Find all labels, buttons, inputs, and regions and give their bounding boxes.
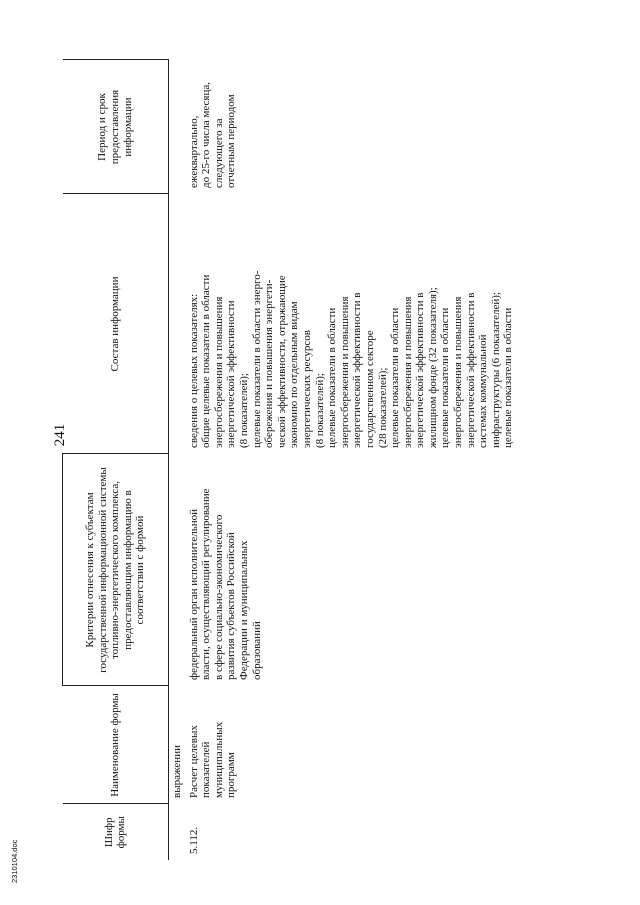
form-criteria [186, 454, 517, 686]
composition-line: инфраструктуры (6 показателей); [489, 292, 502, 448]
form-code: 5.112. [187, 826, 200, 854]
criteria-line: развития субъектов Российской [225, 532, 238, 680]
period-line: ежеквартально, [187, 115, 200, 188]
composition-line: энергосбережения и повышения [401, 296, 414, 448]
period-line: следующего за [212, 118, 225, 188]
header-code: Шифр формы [63, 804, 169, 860]
composition-line: обережения и повышения энергети- [263, 279, 276, 448]
composition-line: общие целевые показатели в области [200, 274, 213, 448]
composition-line: (8 показателей); [313, 373, 326, 448]
header-period: Период и срок предоставления информации [63, 60, 169, 194]
criteria-line: Федерации и муниципальных [237, 540, 250, 680]
criteria-line: федеральный орган исполнительной [187, 508, 200, 680]
form-name-line: Расчет целевых [187, 725, 200, 798]
continuation-text: выражении [171, 745, 183, 798]
continuation-row [169, 60, 186, 860]
composition-line: жилищном фонде (32 показателя); [426, 287, 439, 448]
header-composition: Состав информации [63, 194, 169, 454]
header-criteria: Критерии отнесения к субъектам государственной информационной системы топливно-энергетического комплекса, предоставляющим информацию в соответствии с формой [63, 454, 169, 686]
composition-line: энергосбережения и повышения [338, 296, 351, 448]
form-composition [186, 194, 517, 454]
composition-line: энергетической эффективности в [414, 292, 427, 448]
page-number: 241 [52, 423, 68, 447]
composition-line: (8 показателей); [237, 373, 250, 448]
rotated-page-content [50, 10, 590, 860]
composition-line: экономию по отдельным видам [288, 301, 301, 448]
composition-line: (28 показателей); [376, 367, 389, 448]
table-header-row [63, 60, 169, 860]
table-row [186, 60, 517, 860]
form-name [186, 686, 517, 804]
composition-line: ческой эффективности, отражающие [275, 275, 288, 448]
form-period [186, 60, 517, 194]
composition-line: сведения о целевых показателях: [187, 293, 200, 448]
composition-line: целевые показатели в области энерго- [250, 270, 263, 448]
composition-line: энергосбережения и повышения [452, 296, 465, 448]
document-id: 2310104.doc [10, 839, 19, 883]
form-name-line: муниципальных [212, 721, 225, 798]
composition-line: системах коммунальной [477, 334, 490, 448]
composition-line: энергетической эффективности [225, 300, 238, 448]
form-name-line: программ [225, 752, 238, 798]
composition-line: энергетических ресурсов [300, 330, 313, 448]
composition-line: целевые показатели в области [326, 307, 339, 448]
composition-line: целевые показатели в области [439, 307, 452, 448]
criteria-line: власти, осуществляющий регулирование [200, 488, 213, 680]
form-name-line: показателей [200, 741, 213, 798]
composition-line: целевые показатели в области [502, 307, 515, 448]
header-name: Наименование формы [63, 686, 169, 804]
period-line: отчетным периодом [225, 94, 238, 188]
composition-line: государственном секторе [363, 330, 376, 448]
composition-line: энергетической эффективности в [351, 292, 364, 448]
criteria-line: образований [250, 621, 263, 680]
period-line: до 25-го числа месяца, [200, 82, 213, 188]
composition-line: энергетической эффективности в [464, 292, 477, 448]
form-table [62, 60, 517, 861]
composition-line: целевые показатели в области [389, 307, 402, 448]
criteria-line: в сфере социально-экономического [212, 514, 225, 680]
composition-line: энергосбережения и повышения [212, 296, 225, 448]
